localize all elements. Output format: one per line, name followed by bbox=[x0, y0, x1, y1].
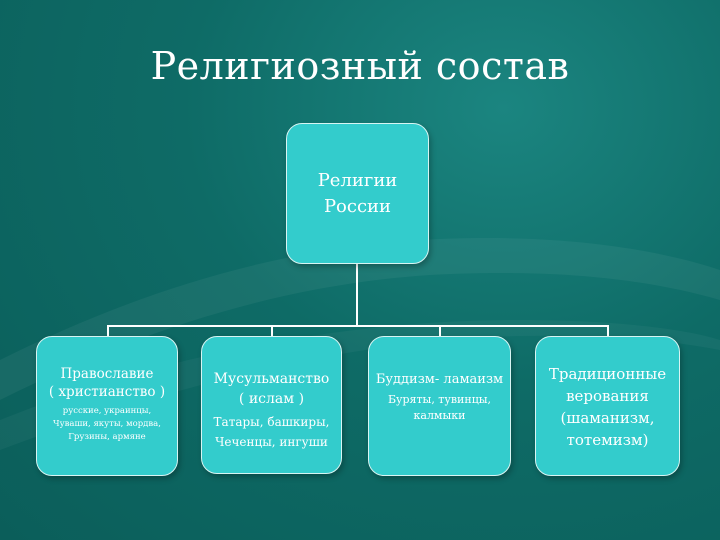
branch-heading-line: Традиционные bbox=[548, 365, 667, 383]
branch-node-orthodoxy bbox=[36, 336, 178, 476]
branch-heading-line: Мусульманство bbox=[213, 371, 330, 387]
branch-peoples-line: Чеченцы, ингуши bbox=[215, 435, 328, 449]
connector-branch-1 bbox=[107, 325, 109, 336]
branch-heading-line: Буддизм- ламаизм bbox=[375, 372, 504, 387]
branch-peoples-line: калмыки bbox=[413, 409, 466, 422]
connector-branch-2 bbox=[271, 325, 273, 336]
branch-heading-line: ( христианство ) bbox=[48, 384, 166, 400]
branch-heading-line: Православие bbox=[60, 366, 154, 382]
branch-heading-line: верования bbox=[566, 387, 649, 405]
connector-branch-4 bbox=[607, 325, 609, 336]
branch-peoples-line: Буряты, тувинцы, bbox=[387, 393, 492, 406]
branch-heading bbox=[37, 337, 177, 401]
branch-heading-line: ( ислам ) bbox=[238, 391, 305, 407]
connector-branch-3 bbox=[439, 325, 441, 336]
branch-peoples bbox=[37, 405, 177, 444]
branch-heading-line: тотемизм) bbox=[566, 431, 649, 449]
branch-heading bbox=[369, 337, 510, 389]
branch-peoples bbox=[202, 412, 341, 452]
branch-peoples-line: Татары, башкиры, bbox=[213, 415, 330, 429]
connector-horizontal bbox=[107, 325, 609, 327]
branch-node-buddhism bbox=[368, 336, 511, 476]
root-label-line1: Религии bbox=[317, 170, 398, 191]
branch-node-traditional-beliefs bbox=[535, 336, 680, 476]
branch-peoples bbox=[369, 392, 510, 424]
branch-heading bbox=[202, 337, 341, 409]
branch-heading bbox=[536, 337, 679, 451]
connector-root-stem bbox=[356, 264, 358, 326]
branch-peoples-line: русские, украинцы, bbox=[62, 406, 152, 416]
slide-title: Религиозный состав bbox=[150, 44, 570, 88]
branch-peoples-line: Грузины, армяне bbox=[68, 432, 146, 442]
branch-heading-line: (шаманизм, bbox=[560, 409, 655, 427]
root-node bbox=[286, 123, 429, 264]
branch-node-islam bbox=[201, 336, 342, 474]
root-label-line2: России bbox=[323, 196, 392, 217]
branch-peoples-line: Чуваши, якуты, мордва, bbox=[53, 419, 161, 429]
